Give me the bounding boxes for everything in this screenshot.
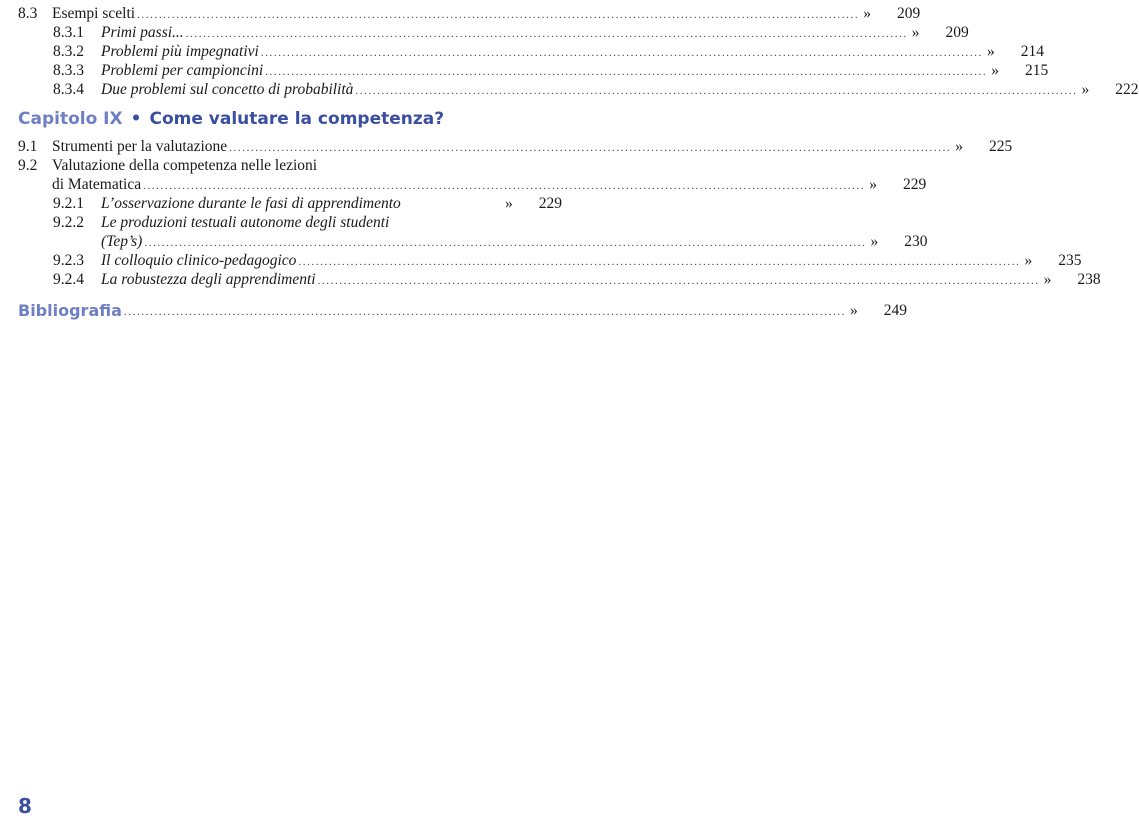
section-number: 9.1 [18,138,38,155]
page-number: 229 [538,195,562,212]
page-ref-marker: » [869,176,877,193]
section-title: Problemi più impegnativi [101,43,259,60]
section-title-continued: (Tep’s) [101,233,143,250]
folio-page-number: 8 [18,794,32,818]
toc-entry-9-2-cont [18,175,927,194]
page-ref-marker: » [870,233,879,250]
toc-entry-8-3-3 [18,61,1049,80]
section-number: 8.3.3 [53,62,84,79]
bibliography-title: Bibliografia [18,301,122,320]
chapter-label: Capitolo IX [18,109,123,129]
page-number: 209 [896,5,921,22]
page-ref-marker: » [1024,252,1033,269]
page-ref-marker: » [986,43,995,60]
section-title: La robustezza degli apprendimenti [101,271,316,288]
page-number: 225 [989,138,1013,155]
chapter-separator: • [130,109,142,129]
toc-entry-9-2-3 [18,251,1082,270]
page-ref-marker: » [911,24,920,41]
dot-leader [124,307,846,317]
dot-leader [137,10,859,20]
section-title: L’osservazione durante le fasi di apprendimento [101,195,401,212]
toc-entry-9-2 [18,156,562,175]
page-ref-marker: » [1081,81,1090,98]
section-number: 8.3.4 [53,81,84,98]
toc-entry-8-3 [18,4,921,23]
page-number: 214 [1020,43,1044,60]
chapter-heading [18,109,562,131]
page-ref-marker: » [505,195,513,212]
toc-entry-8-3-1 [18,23,969,42]
page-number: 238 [1077,271,1101,288]
page-number: 235 [1058,252,1082,269]
section-number: 9.2 [18,157,38,174]
dot-leader [265,67,987,77]
section-number: 8.3.1 [53,24,84,41]
page-number: 230 [904,233,928,250]
toc-entry-9-2-2 [18,213,562,232]
toc-entry-9-2-2-cont [18,232,928,251]
page-number: 222 [1115,81,1139,98]
page-ref-marker: » [1043,271,1052,288]
toc-entry-9-2-4 [18,270,1101,289]
page-number: 209 [945,24,969,41]
section-number: 9.2.2 [53,214,84,231]
section-title: Il colloquio clinico-pedagogico [101,252,297,269]
section-title: Primi passi... [101,24,184,41]
dot-leader [143,181,865,191]
dot-leader [298,257,1020,267]
dot-leader [229,143,951,153]
toc-entry-8-3-4 [18,80,1139,99]
section-title: Strumenti per la valutazione [52,138,228,155]
toc-entry-8-3-2 [18,42,1044,61]
section-number: 8.3.2 [53,43,84,60]
dot-leader [144,238,866,248]
section-title: Due problemi sul concetto di probabilità [101,81,354,98]
section-title: Esempi scelti [52,5,136,22]
dot-leader [355,86,1077,96]
page-ref-marker: » [850,302,858,319]
section-title-continued: di Matematica [52,176,142,193]
toc-entry-9-2-1 [18,194,562,213]
page-ref-marker: » [955,138,964,155]
page-number: 249 [883,302,907,319]
dot-leader [318,276,1040,286]
chapter-title: Come valutare la competenza? [149,109,445,129]
section-number: 9.2.4 [53,271,84,288]
page-number: 229 [902,176,927,193]
section-title: Valutazione della competenza nelle lezioni [52,157,318,174]
section-title: Le produzioni testuali autonome degli studenti [101,214,390,231]
page-ref-marker: » [991,62,1000,79]
page-ref-marker: » [863,5,871,22]
section-number: 8.3 [18,5,38,22]
page-number: 215 [1025,62,1049,79]
dot-leader [186,29,908,39]
section-title: Problemi per campioncini [101,62,264,79]
toc-entry-9-1 [18,137,1013,156]
section-number: 9.2.1 [53,195,84,212]
dot-leader [261,48,983,58]
table-of-contents [18,4,1139,320]
toc-entry-bibliography [18,301,907,320]
section-number: 9.2.3 [53,252,84,269]
